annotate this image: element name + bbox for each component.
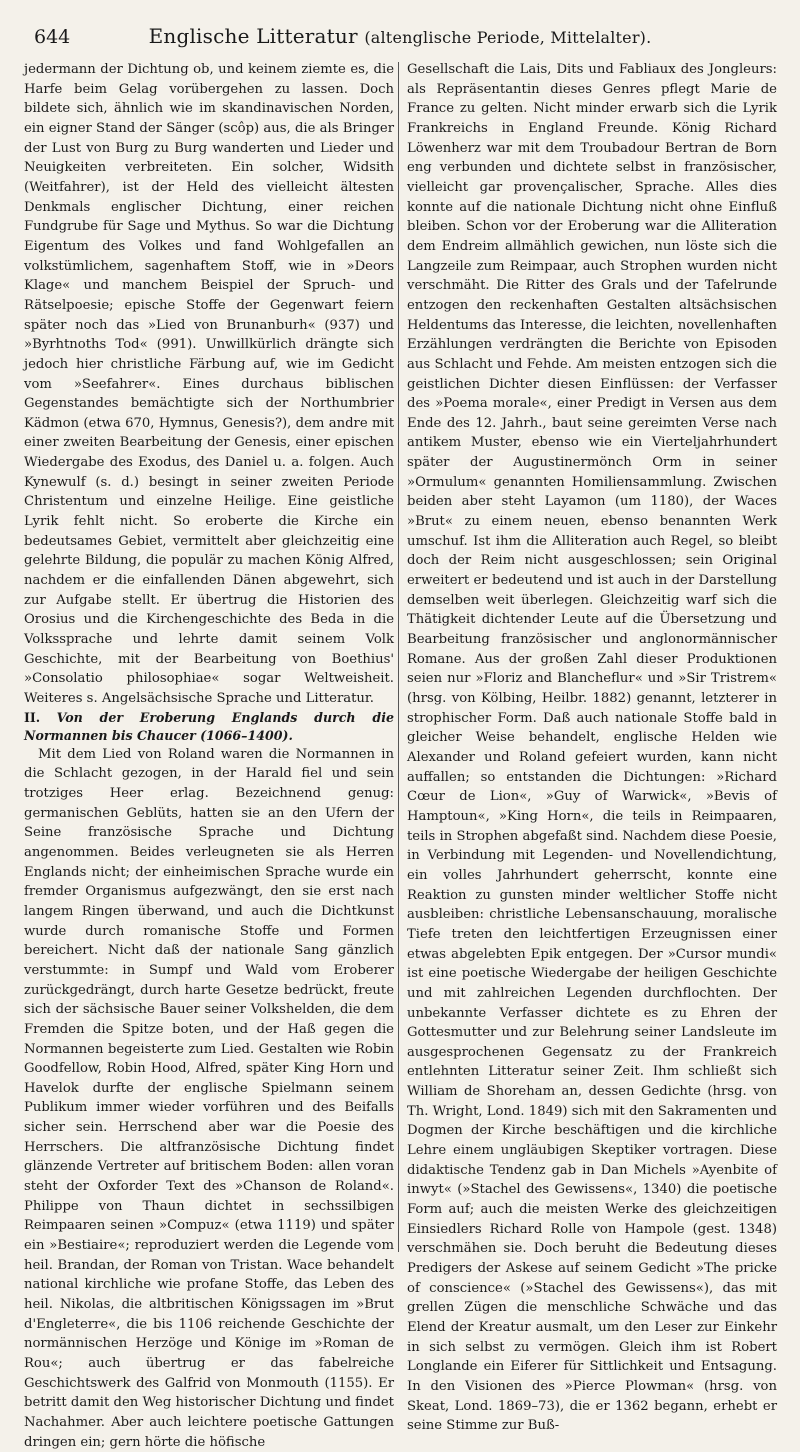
left-paragraph-1: jedermann der Dichtung ob, und keinem ziemte es, die Harfe beim Gelag vorübergehen zu lassen. Doch bildete sich, ähnlich wie im skandinavischen Norden, ein eigner Stand der Sänger (scôp) aus, die als Bringer der Lust von Burg zu Burg wanderten und Lieder und Neuigkeiten verbreiteten. Ein solcher, Widsith (Weitfahrer), ist der Held des vielleicht ältesten Denkmals englischer Dichtung, einer reichen Fundgrube für Sage und Mythus. So war die Dichtung Eigentum des Volkes und fand Wohlgefallen an volkstümlichem, sagenhaftem Stoff, wie in »Deors Klage« und manchem Beispiel der Spruch- und Rätselpoesie; epische Stoffe der Gegenwart feiern später noch das »Lied von Brunanburh« (937) und »Byrhtnoths Tod« (991). Unwillkürlich drängte sich jedoch hier christliche Färbung auf, wie im Gedicht vom »Seefahrer«. Eines durchaus biblischen Gegenstandes bemächtigte sich der Northumbrier Kädmon (etwa 670, Hymnus, Genesis?), dem andre mit einer zweiten Bearbeitung der Genesis, einer epischen Wiedergabe des Exodus, des Daniel u. a. folgen. Auch Kynewulf (s. d.) besingt in seiner zweiten Periode Christentum und einzelne Heilige. Eine geistliche Lyrik fehlt nicht. So eroberte die Kirche ein bedeutsames Gebiet, vermittelt aber gleichzeitig eine gelehrte Bildung, die populär zu machen König Alfred, nachdem er die einfallenden Dänen abgewehrt, sich zur Aufgabe stellt. Er übertrug die Historien des Orosius und die Kirchengeschichte des Beda in die Volkssprache und lehrte damit seinem Volk Geschichte, mit der Bearbeitung von Boethius' »Consolatio philosophiae« sogar Weltweisheit. Weiteres s. Angelsächsische Sprache und Litteratur. [24,62,394,706]
page-number: 644 [34,26,71,48]
section-heading-text: Von der Eroberung Englands durch die Normannen bis Chaucer (1066–1400). [24,709,394,743]
running-title [24,24,776,48]
column-divider [398,62,399,1252]
section-heading [24,709,394,745]
section-heading-number: II. [24,709,41,725]
right-paragraph-1: Gesellschaft die Lais, Dits und Fabliaux des Jongleurs: als Repräsentantin dieses Genres pflegt Marie de France zu gelten. Nicht minder erwarb sich die Lyrik Frankreichs in England Freunde. König Richard Löwenherz war mit dem Troubadour Bertran de Born eng verbunden und dichtete selbst in französischer, vielleicht gar provençalischer, Sprache. Alles dies konnte auf die nationale Dichtung nicht ohne Einfluß bleiben. Schon vor der Eroberung war die Alliteration dem Endreim allmählich gewichen, nun löste sich die Langzeile zum Reimpaar, auch Strophen wurden nicht verschmäht. Die Ritter des Grals und der Tafelrunde entzogen den reckenhaften Gestalten altsächsischen Heldentums das Interesse, die leichten, novellenhaften Erzählungen verdrängten die Berichte von Episoden aus Schlacht und Fehde. Am meisten entzogen sich die geistlichen Dichter diesen Einflüssen: der Verfasser des »Poema morale«, einer Predigt in Versen aus dem Ende des 12. Jahrh., baut seine gereimten Verse nach antikem Muster, ebenso wie ein Vierteljahrhundert später der Augustinermönch Orm in seiner »Ormulum« genannten Homiliensammlung. Zwischen beiden aber steht Layamon (um 1180), der Waces »Brut« zu einem neuen, ebenso benannten Werk umschuf. Ist ihm die Alliteration auch Regel, so bleibt doch der Reim nicht ausgeschlossen; sein Original erweitert er bedeutend und ist auch in der Darstellung demselben weit überlegen. Gleichzeitig warf sich die Thätigkeit dichtender Leute auf die Übersetzung und Bearbeitung französischer und anglonormännischer Romane. Aus der großen Zahl dieser Produktionen seien nur »Floriz and Blancheflur« und »Sir Tristrem« (hrsg. von Kölbing, Heilbr. 1882) genannt, letzterer in strophischer Form. Daß auch nationale Stoffe bald in gleicher Weise behandelt, englische Helden wie Alexander und Roland gefeiert wurden, kann nicht auffallen; so entstanden die Dichtungen: »Richard Cœur de Lion«, »Guy of Warwick«, »Bevis of Hamptoun«, »King Horn«, die teils in Reimpaaren, teils in Strophen abgefaßt sind. Nachdem diese Poesie, in Verbindung mit Legenden- und Novellendichtung, ein volles Jahrhundert geherrscht, konnte eine Reaktion zu gunsten minder weltlicher Stoffe nicht ausbleiben: christliche Lebensanschauung, moralische Tiefe treten den leichtfertigen Erzeugnissen einer etwas abgelebten Epik entgegen. Der »Cursor mundi« ist eine poetische Wiedergabe der heiligen Geschichte und mit zahlreichen Legenden durchflochten. Der unbekannte Verfasser dichtete es zu Ehren der Gottesmutter und zur Belehrung seiner Landsleute im ausgesprochenen Gegensatz zu der Frankreich entlehnten Litteratur seiner Zeit. Ihm schließt sich William de Shoreham an, dessen Gedichte (hrsg. von Th. Wright, Lond. 1849) sich mit den Sakramenten und Dogmen der Kirche beschäftigen und die kirchliche Lehre einem ungläubigen Skeptiker vortragen. Diese didaktische Tendenz gab in Dan Michels »Ayenbite of inwyt« (»Stachel des Gewissens«, 1340) die poetische Form auf; auch die meisten Werke des gleichzeitigen Einsiedlers Richard Rolle von Hampole (gest. 1348) verschmähen sie. Doch beruht die Bedeutung dieses Predigers der Askese auf seinem Gedicht »The pricke of conscience« (»Stachel des Gewissens«), das mit grellen Zügen die menschliche Schwäche und das Elend der Kreatur ausmalt, um den Leser zur Einkehr in sich selbst zu vermögen. Gleich ihm ist Robert Longlande ein Eiferer für Sittlichkeit und Entsagung. In den Visionen des »Pierce Plowman« (hrsg. von Skeat, Lond. 1869–73), die er 1362 begann, erhebt er seine Stimme zur Buß- [407,62,777,1434]
left-paragraph-2: Mit dem Lied von Roland waren die Normannen in die Schlacht gezogen, in der Harald fiel und sein trotziges Heer erlag. Bezeichnend genug: germanischen Geblüts, hatten sie an den Ufern der Seine französische Sprache und Dichtung angenommen. Beides verleugneten sie als Herren Englands nicht; der einheimischen Sprache wurde ein fremder Organismus aufgezwängt, den sie erst nach langem Ringen überwand, und auch die Dichtkunst wurde durch romanische Stoffe und Formen bereichert. Nicht daß der nationale Sang gänzlich verstummte: in Sumpf und Wald vom Eroberer zurückgedrängt, durch harte Gesetze bedrückt, freute sich der sächsische Bauer seiner Volkshelden, die dem Fremden die Spitze boten, und der Haß gegen die Normannen begeisterte zum Lied. Gestalten wie Robin Goodfellow, Robin Hood, Alfred, später King Horn und Havelok durfte der englische Spielmann seinem Publikum immer wieder vorführen und des Beifalls sicher sein. Herrschend aber war die Poesie des Herrschers. Die altfranzösische Dichtung findet glänzende Vertreter auf britischem Boden: allen voran steht der Oxforder Text des »Chanson de Roland«. Philippe von Thaun dichtet in sechssilbigen Reimpaaren seinen »Compuz« (etwa 1119) und später ein »Bestiaire«; reproduziert werden die Legende vom heil. Brandan, der Roman von Tristan. Wace behandelt national kirchliche wie profane Stoffe, das Leben des heil. Nikolas, die altbritischen Königssagen im »Brut d'Engleterre«, die bis 1106 reichende Geschichte der normännischen Herzöge und Könige im »Roman de Rou«; auch übertrug er das fabelreiche Geschichtswerk des Galfrid von Monmouth (1155). Er betritt damit den Weg historischer Dichtung und findet Nachahmer. Aber auch leichtere poetische Gattungen dringen ein; gern hörte die höfische [24,746,394,1450]
left-column [24,60,394,1450]
running-title-main: Englische Litteratur [148,24,358,48]
right-column [407,60,777,1434]
running-title-subtitle: (altenglische Periode, Mittelalter). [364,28,652,47]
page-header [24,20,776,54]
